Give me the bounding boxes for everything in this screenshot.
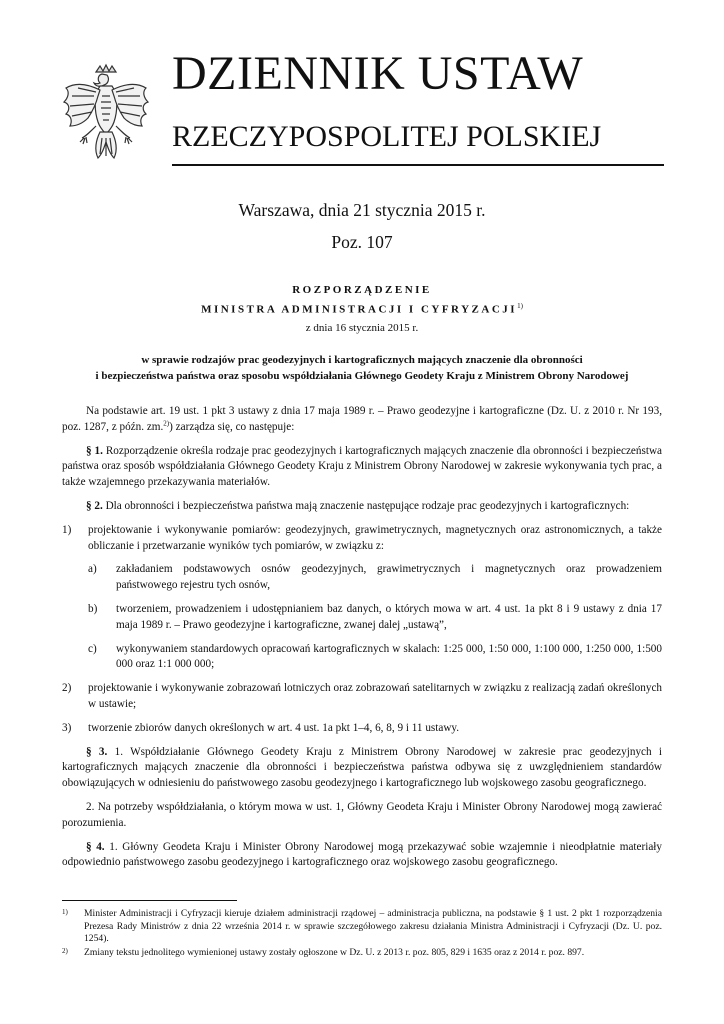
act-subject-line: i bezpieczeństwa państwa oraz sposobu współdziałania Głównego Geodety Kraju z Ministrem Obrony Narodowej (95, 370, 629, 382)
sub-list-item: b) tworzeniem, prowadzeniem i udostępnianiem baz danych, o których mowa w art. 4 ust. 1a pkt 8 i 9 ustawy z dnia 17 maja 1989 r. – Prawo geodezyjne i kartograficzne, zwanej dalej „ustawą”, (88, 602, 662, 631)
preamble: Na podstawie art. 19 ust. 1 pkt 3 ustawy z dnia 17 maja 1989 r. – Prawo geodezyjne i kartograficzne (Dz. U. z 2010 r. Nr 193, poz. 1287, z późn. zm.$^{2)}$) zarządza się, co następuje: (62, 405, 662, 433)
sub-list-item: c) wykonywaniem standardowych opracowań kartograficznych w skalach: 1:25 000, 1:50 000, 1:100 000, 1:250 000, 1:500 000 oraz 1:1 000 000; (88, 642, 662, 671)
act-organ-text: MINISTRA ADMINISTRACJI I CYFRYZACJI (201, 303, 518, 316)
list-item: 3) tworzenie zbiorów danych określonych w art. 4 ust. 1a pkt 1–4, 6, 8, 9 i 11 ustawy. (62, 721, 460, 734)
section-3: § 3. 1. Współdziałanie Głównego Geodety Kraju z Ministrem Obrony Narodowej w zakresie prac geodezyjnych i kartograficznych mających znaczenie dla obronności i bezpieczeństwa państwa odbywa się z uwzględnieniem standardów obowiązujących w odniesieniu do państwowego zasobu geodezyjnego i kartograficznego lub wojskowego zasobu geograficznego. (62, 745, 663, 790)
footnotes (62, 908, 662, 960)
section-4: § 4. 1. Główny Geodeta Kraju i Minister Obrony Narodowej mogą przekazywać sobie wzajemnie i nieodpłatnie materiały odpowiednio państwowego zasobu geodezyjnego i kartograficznego oraz wojskowego zasobu geograficznego. (62, 840, 662, 869)
position-number: Poz. 107 (331, 232, 393, 252)
footnote: 2) Zmiany tekstu jednolitego wymienionej ustawy zostały ogłoszone w Dz. U. z 2013 r. poz. 805, 829 i 1635 oraz z 2014 r. poz. 897. (62, 946, 585, 958)
footnote: 1) Minister Administracji i Cyfryzacji kieruje działem administracji rządowej – administracja publiczna, na podstawie § 1 ust. 2 pkt 1 rozporządzenia Prezesa Rady Ministrów z dnia 22 września 2014 r. w sprawie szczegółowego zakresu działania Ministra Administracji i Cyfryzacji (Dz. U. poz. 1254). (62, 908, 662, 944)
preamble-footnote-ref: 2) (163, 419, 170, 428)
act-type: ROZPORZĄDZENIE (292, 284, 432, 296)
section-label: § 2. (86, 499, 103, 512)
section-1: § 1. Rozporządzenie określa rodzaje prac geodezyjnych i kartograficznych mających znaczenie dla obronności i bezpieczeństwa państwa oraz sposób współdziałania Głównego Geodety Kraju z Ministrem Obrony Narodowej w zakresie wykonywania tych prac, a także wzajemnego przekazywania materiałów. (62, 444, 662, 489)
section-label: § 4. (86, 840, 105, 853)
section-3-paragraph-2: 2. Na potrzeby współdziałania, o którym mowa w ust. 1, Główny Geodeta Kraju i Minister Obrony Narodowej mogą zawierać porozumienia. (62, 800, 662, 829)
act-date: z dnia 16 stycznia 2015 r. (305, 322, 419, 334)
section-2: § 2. Dla obronności i bezpieczeństwa państwa mają znaczenie następujące rodzaje prac geodezyjnych i kartograficznych: (86, 499, 630, 512)
masthead-subtitle: RZECZYPOSPOLITEJ POLSKIEJ (172, 120, 602, 153)
act-subject (0, 352, 724, 384)
sub-list-item: a) zakładaniem podstawowych osnów geodezyjnych, grawimetrycznych i magnetycznych oraz prowadzeniem państwowego rejestru tych osnów, (88, 563, 662, 592)
list-item: 2) projektowanie i wykonywanie zobrazowań lotniczych oraz zobrazowań satelitarnych w związku z realizacją zadań określonych w ustawie; (62, 682, 662, 710)
footnote-divider (62, 900, 237, 901)
act-subject-line: w sprawie rodzajów prac geodezyjnych i kartograficznych mających znaczenie dla obronności (141, 354, 583, 366)
act-organ-footnote-ref: 1) (517, 302, 523, 310)
list-item: 1) projektowanie i wykonywanie pomiarów: geodezyjnych, grawimetrycznych, magnetycznych oraz astronomicznych, a także obliczanie i przetwarzanie wyników tych pomiarów, w związku z: (62, 523, 662, 552)
white-eagle-emblem-icon (58, 62, 154, 170)
section-label: § 1. (86, 444, 103, 457)
masthead-rule (172, 164, 664, 166)
publication-date: Warszawa, dnia 21 stycznia 2015 r. (238, 200, 486, 220)
section-label: § 3. (86, 745, 108, 758)
masthead-title: DZIENNIK USTAW (172, 47, 584, 100)
act-body (62, 404, 662, 879)
masthead (0, 0, 724, 175)
act-organ (0, 302, 724, 316)
